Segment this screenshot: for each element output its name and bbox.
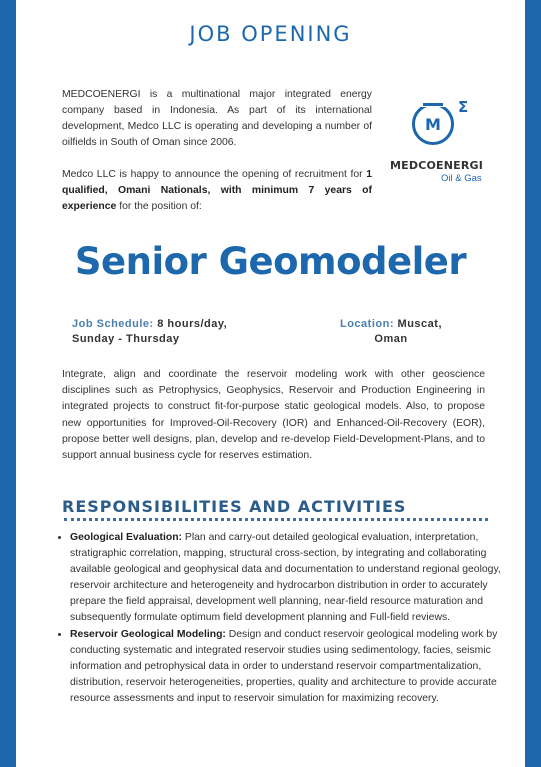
dotted-divider [64,518,488,521]
left-border-bar [0,0,16,767]
position-title: Senior Geomodeler [74,240,467,283]
job-schedule-value-2: Sunday - Thursday [72,333,180,345]
list-item [70,530,510,627]
job-schedule-value-1: 8 hours/day, [157,318,228,330]
job-schedule [72,317,227,347]
logo-m-letter: M [425,115,441,134]
recruitment-paragraph [62,167,372,215]
list-item-title: Reservoir Geological Modeling: [70,628,226,640]
recruitment-requirement: 1 qualified, Omani Nationals, with minimum 7 years of experience [62,169,372,212]
recruitment-text-start: Medco LLC is happy to announce the opening of recruitment for [62,169,367,180]
recruitment-text-end: for the position of: [116,201,202,212]
list-item-title: Geological Evaluation: [70,532,183,543]
responsibilities-heading: RESPONSIBILITIES AND ACTIVITIES [62,497,407,516]
responsibilities-list [52,530,510,707]
page-title: JOB OPENING [189,22,352,46]
logo-subtitle: Oil & Gas [441,173,482,184]
intro-paragraph: MEDCOENERGI is a multinational major integrated energy company based in Indonesia. As part of its international development, Medco LLC is operating and developing a number of oilfields in South of Oman since 2006. [62,89,372,148]
list-item-text: Design and conduct reservoir geological modeling work by conducting systematic and integrated reservoir studies using sedimentology, facies, seismic information and petrophysical data in order to understand reservoir compartmentalization, distribution, reservoir heterogeneities, properties, quality and architecture to provide accurate resource assessments and input to reservoir simulation for maximizing recovery. [70,628,498,704]
job-location-value-1: Muscat, [397,318,443,330]
logo-sigma: Σ [458,98,469,116]
job-schedule-label: Job Schedule: [72,318,154,330]
right-border-bar [525,0,541,767]
job-location-value-2: Oman [374,333,408,345]
job-location-label: Location: [339,318,394,330]
job-description: Integrate, align and coordinate the reservoir modeling work with other geoscience disciplines such as Petrophysics, Geophysics, Reservoir and Production Engineering in integrated projects to construct fit-for-purpose static geological models. Also, to propose new opportunities for Improved-Oil-Recovery (IOR) and Enhanced-Oil-Recovery (EOR), propose better well designs, plan, develop and re-develop Field-Development-Plans, and to support annual business cycle for reserves estimation. [62,369,485,462]
list-item [70,627,510,707]
job-location [329,317,453,347]
list-item-text: Plan and carry-out detailed geological evaluation, interpretation, stratigraphic correlation, mapping, structural cross-section, by integrating and collaborating available geological and geophysical data and documentation to understand regional geology, reservoir architecture and heterogeneity and hydrocarbon distribution in order to accurately prepare the field appraisal, development well planning, near-field resource maturation and subsequently formulate optimum field development planning and Full-field reviews. [70,532,501,624]
logo-wordmark: MEDCOENERGI [390,159,484,172]
